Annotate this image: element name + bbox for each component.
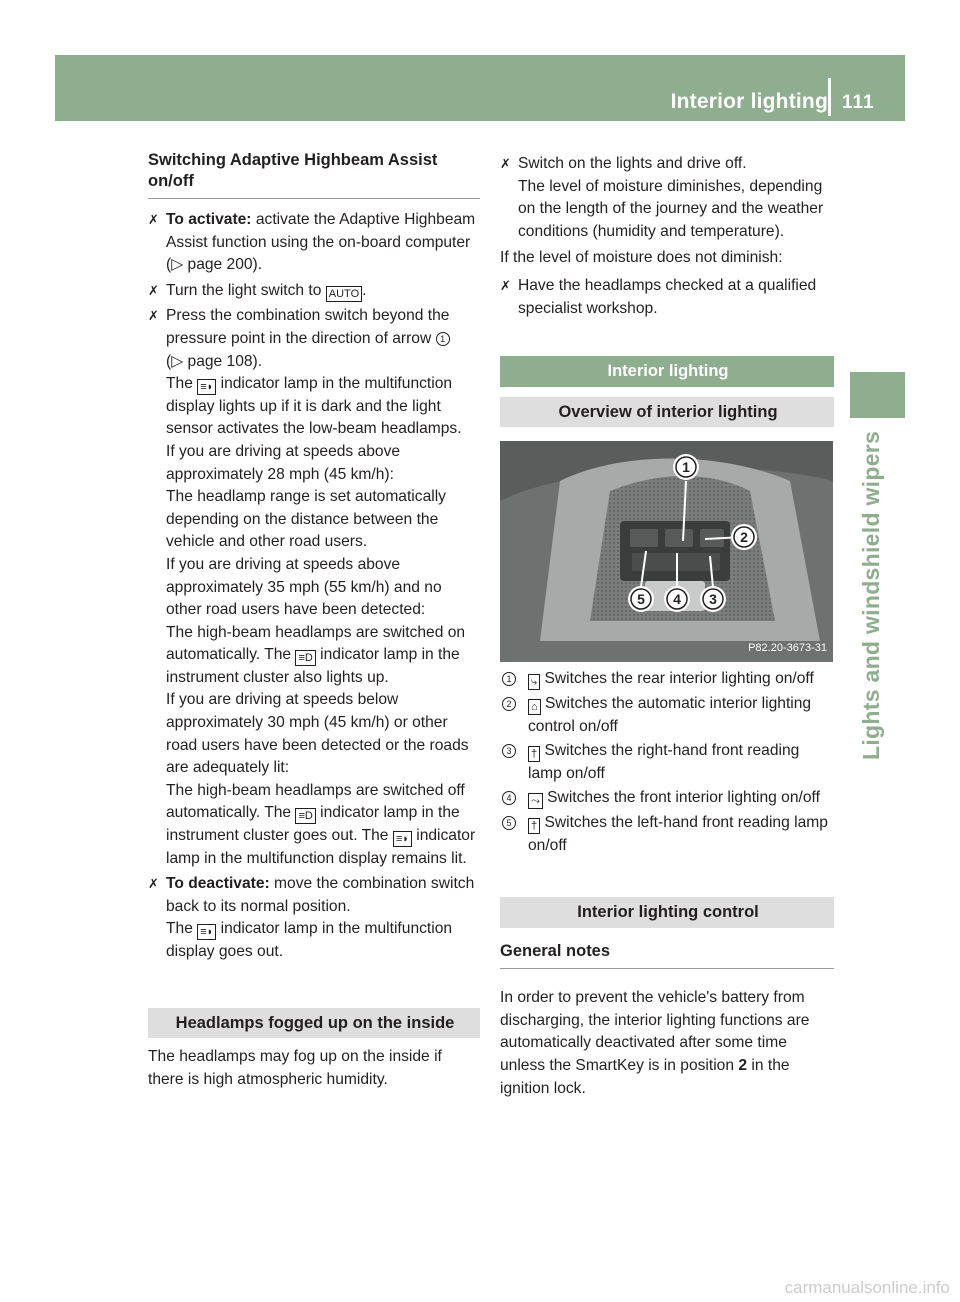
subsection-heading-bar: Overview of interior lighting <box>500 397 834 428</box>
auto-icon: AUTO <box>326 286 362 302</box>
legend-text: Switches the left-hand front reading lamp on/off <box>528 813 828 854</box>
step-label: To deactivate: <box>166 875 270 893</box>
highbeam-icon: ≡D <box>295 808 315 824</box>
overhead-console-illustration <box>500 441 833 662</box>
step-text: The <box>166 375 193 393</box>
instruction-step <box>148 873 480 963</box>
instruction-step <box>500 153 834 243</box>
step-arrow-icon: ✗ <box>500 156 511 171</box>
section-heading-bar: Headlamps fogged up on the inside <box>148 1008 480 1039</box>
section-heading-bar: Interior lighting <box>500 356 834 387</box>
paragraph: The high-beam headlamps are switched on automatically. The <box>166 623 466 664</box>
chapter-tab <box>850 372 905 418</box>
step-arrow-icon: ✗ <box>148 876 159 892</box>
legend-number: 3 <box>502 744 516 758</box>
step-label: To activate: <box>166 211 252 228</box>
paragraph: indicator lamp in the multifunction display remains lit. <box>166 827 476 867</box>
reading-lamp-icon: † <box>528 818 540 834</box>
step-text: move the combination switch back to its normal position. <box>166 875 475 915</box>
instruction-step <box>148 280 480 303</box>
right-column <box>500 150 834 1100</box>
highbeam-assist-icon: ≡◗ <box>393 831 412 847</box>
paragraph: If the level of moisture does not diminish: <box>500 249 783 267</box>
page-number: 111 <box>842 92 875 113</box>
header-divider <box>828 78 831 116</box>
legend-number: 4 <box>502 791 516 805</box>
step-arrow-icon: ✗ <box>148 282 159 298</box>
subsection-heading: General notes <box>500 940 834 970</box>
step-arrow-icon: ✗ <box>500 277 511 293</box>
callout-5: 5 <box>637 591 645 608</box>
step-text: . <box>362 281 367 299</box>
highbeam-assist-icon: ≡◗ <box>197 924 216 940</box>
photo-caption: P82.20-3673-31 <box>748 641 827 654</box>
legend-text: Switches the front interior lighting on/off <box>547 789 820 807</box>
rear-light-icon: ⤷ <box>528 674 540 690</box>
legend-item <box>500 740 834 785</box>
interior-lighting-photo <box>500 441 833 662</box>
paragraph: indicator lamp in the instrument cluster goes out. The <box>166 804 460 845</box>
step-text: indicator lamp in the multifunction display lights up if it is dark and the light sensor activates the low-beam headlamps. <box>166 375 462 438</box>
key-position: 2 <box>738 1057 748 1075</box>
callout-3: 3 <box>709 591 717 608</box>
auto-light-icon: ⌂ <box>528 699 541 715</box>
step-text: Press the combination switch beyond the pressure point in the direction of arrow <box>166 307 450 347</box>
highbeam-icon: ≡D <box>295 650 315 666</box>
paragraph: The high-beam headlamps are switched off automatically. The <box>166 781 465 822</box>
paragraph: indicator lamp in the instrument cluster also lights up. <box>166 646 460 686</box>
paragraph: If you are driving at speeds below approximately 30 mph (45 km/h) or other road users have been detected or the roads are adequately lit: <box>166 691 469 777</box>
legend-number: 5 <box>502 816 516 830</box>
reading-lamp-icon: † <box>528 746 540 762</box>
instruction-step <box>148 209 480 277</box>
paragraph: The headlamps may fog up on the inside if there is high atmospheric humidity. <box>148 1048 442 1088</box>
callout-2: 2 <box>740 529 748 546</box>
legend-item <box>500 668 834 691</box>
legend-item <box>500 787 834 810</box>
watermark: carmanualsonline.info <box>784 1278 950 1297</box>
left-column <box>148 150 480 1091</box>
step-text: Switch on the lights and drive off. <box>518 155 747 172</box>
paragraph: in the ignition lock. <box>500 1057 790 1097</box>
front-light-icon: ⤳ <box>528 793 543 809</box>
step-text: The level of moisture diminishes, depending on the length of the journey and the weather conditions (humidity and temperature). <box>518 177 824 240</box>
callout-marker: 1 <box>436 332 450 346</box>
callout-1: 1 <box>682 459 690 476</box>
paragraph: In order to prevent the vehicle's battery from discharging, the interior lighting functions are automatically deactivated after some time unless the SmartKey is in position <box>500 989 810 1075</box>
paragraph: If you are driving at speeds above approximately 35 mph (55 km/h) and no other road users have been detected: <box>166 555 442 619</box>
legend-list <box>500 668 834 857</box>
step-text: activate the Adaptive Highbeam Assist function using the on-board computer (▷ page 200). <box>166 211 476 274</box>
section-heading-bar: Interior lighting control <box>500 897 834 928</box>
step-arrow-icon: ✗ <box>148 212 159 227</box>
step-arrow-icon: ✗ <box>148 308 159 324</box>
step-text: The <box>166 920 193 938</box>
step-text: Turn the light switch to <box>166 281 322 299</box>
paragraph: The headlamp range is set automatically depending on the distance between the vehicle and other road users. <box>166 488 446 551</box>
legend-text: Switches the automatic interior lighting control on/off <box>528 694 812 735</box>
legend-number: 1 <box>502 672 516 686</box>
legend-item <box>500 812 834 857</box>
instruction-step <box>148 305 480 870</box>
highbeam-assist-icon: ≡◗ <box>197 379 216 395</box>
legend-text: Switches the rear interior lighting on/off <box>544 670 814 688</box>
step-text: Have the headlamps checked at a qualified specialist workshop. <box>518 276 817 317</box>
legend-item <box>500 693 834 738</box>
chapter-label: Lights and windshield wipers <box>858 430 884 760</box>
callout-4: 4 <box>673 591 681 608</box>
step-text: indicator lamp in the multifunction display goes out. <box>166 920 453 960</box>
paragraph: If you are driving at speeds above approximately 28 mph (45 km/h): <box>166 442 401 483</box>
legend-number: 2 <box>502 697 516 711</box>
instruction-step <box>500 275 834 320</box>
section-heading: Switching Adaptive Highbeam Assist on/off <box>148 150 480 199</box>
step-text: (▷ page 108). <box>166 352 263 370</box>
page-title: Interior lighting <box>670 90 828 113</box>
legend-text: Switches the right-hand front reading lamp on/off <box>528 742 800 782</box>
